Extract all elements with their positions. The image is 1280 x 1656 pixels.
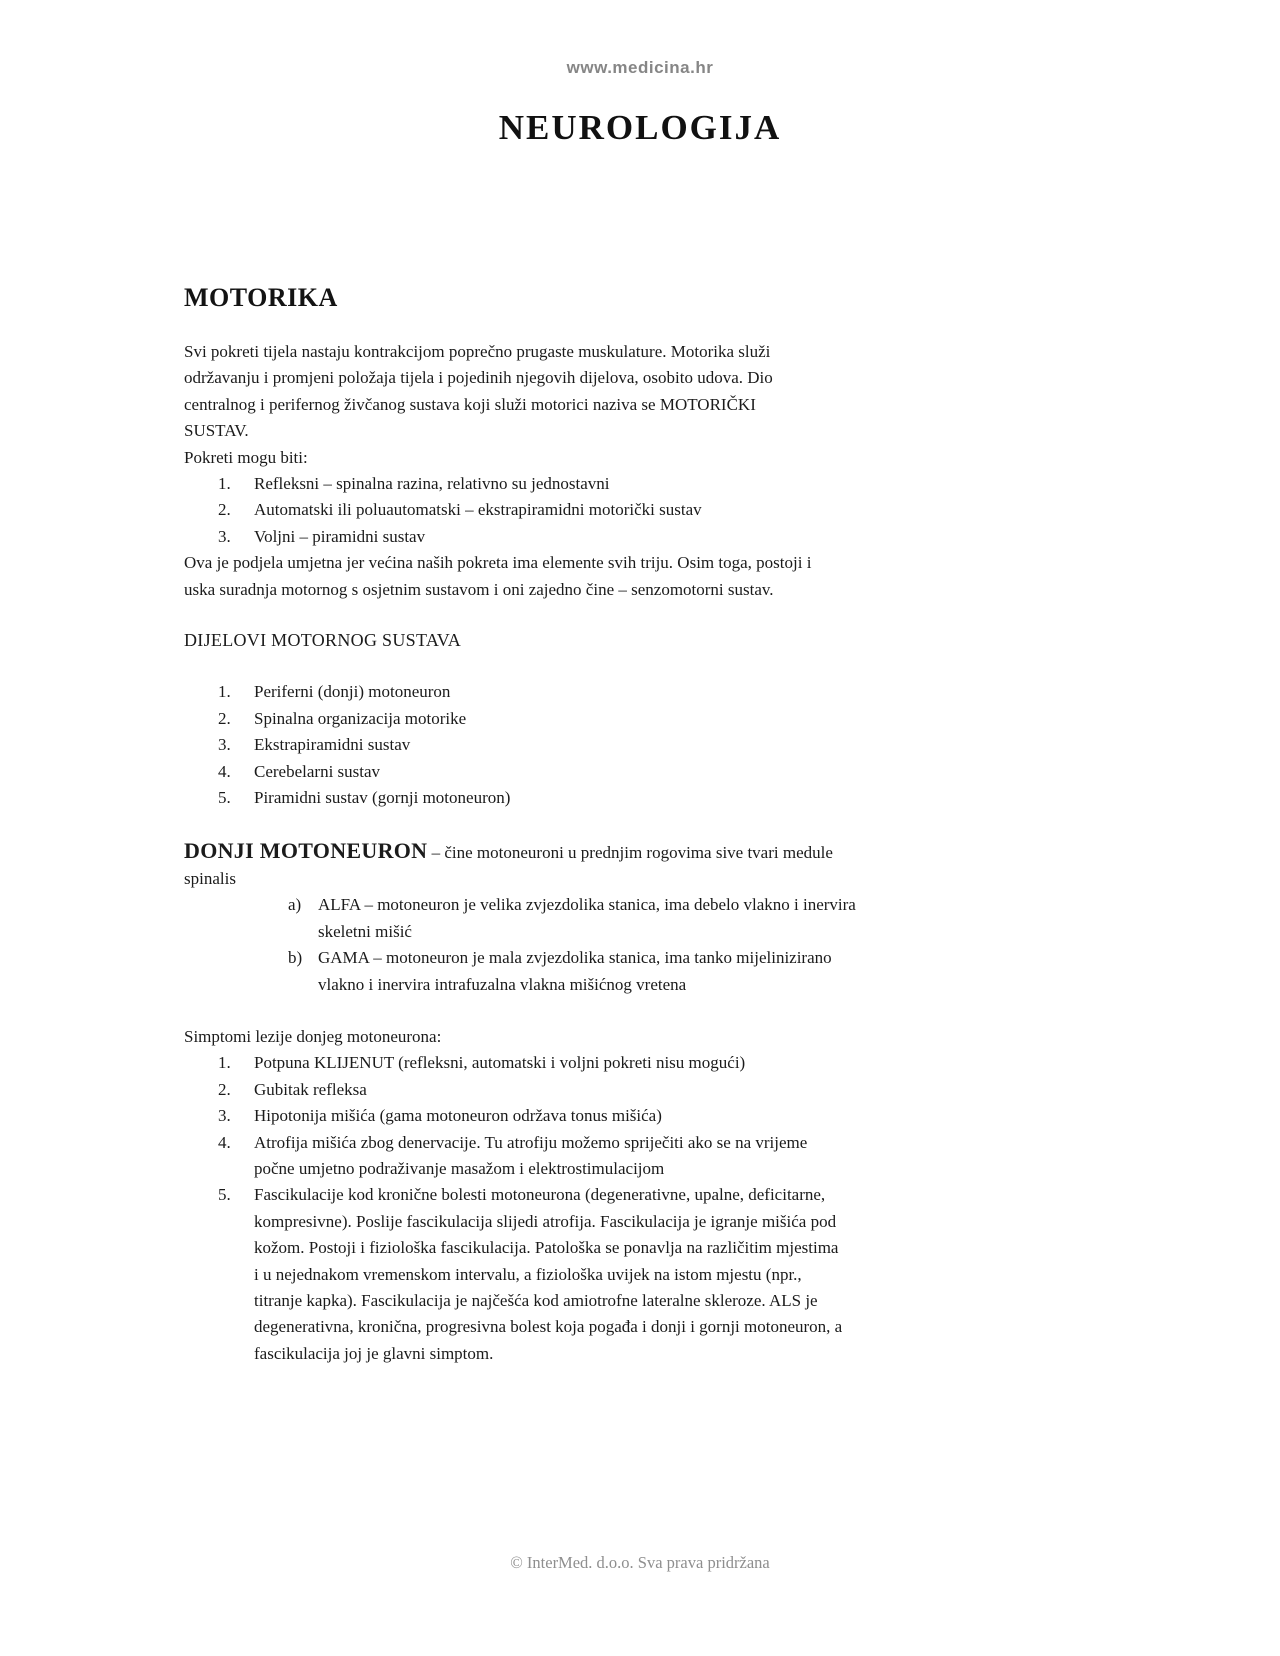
paragraph-line: Svi pokreti tijela nastaju kontrakcijom poprečno prugaste muskulature. Motorika služi — [184, 342, 771, 361]
list-item — [184, 1050, 1036, 1076]
list-item — [184, 785, 1036, 811]
list-marker: 1. — [218, 1053, 231, 1073]
list-text: GAMA – motoneuron je mala zvjezdolika stanica, ima tanko mijelinizirano vlakno i inervira intrafuzalna vlakna mišićnog vretena — [318, 948, 832, 994]
paragraph-line: održavanju i promjeni položaja tijela i pojedinih njegovih dijelova, osobito udova. Dio — [184, 368, 773, 388]
list-marker: 5. — [218, 1185, 231, 1205]
list-item — [184, 732, 1036, 758]
list-text: Potpuna KLIJENUT (refleksni, automatski i voljni pokreti nisu mogući) — [254, 1053, 746, 1073]
list-text: Ekstrapiramidni sustav — [254, 735, 411, 755]
list-item — [184, 1182, 1036, 1367]
paragraph-line: Simptomi lezije donjeg motoneurona: — [184, 1026, 442, 1046]
paragraph-motorika-closing — [184, 550, 1036, 603]
list-item — [184, 892, 1036, 945]
dijelovi-list — [184, 679, 1036, 811]
paragraph-line: SUSTAV. — [184, 421, 249, 441]
paragraph-line: Ova je podjela umjetna jer većina naših pokreta ima elemente svih triju. Osim toga, postoji i — [184, 553, 812, 573]
list-item — [184, 497, 1036, 523]
list-item — [184, 524, 1036, 550]
list-item — [184, 759, 1036, 785]
subsection-heading-bold: DONJI MOTONEURON — [184, 837, 428, 863]
list-text: Voljni – piramidni sustav — [254, 526, 426, 546]
list-marker: b) — [288, 948, 303, 968]
list-text: ALFA – motoneuron je velika zvjezdolika stanica, ima debelo vlakno i inervira skeletni mišić — [318, 895, 856, 941]
list-marker: 4. — [218, 1132, 231, 1152]
pokreti-list — [184, 471, 1036, 550]
list-text: Atrofija mišića zbog denervacije. Tu atrofiju možemo spriječiti ako se na vrijeme počne umjetno podraživanje masažom i elektrostimulacijom — [254, 1132, 808, 1178]
paragraph-motorika — [184, 339, 1036, 471]
list-item — [184, 471, 1036, 497]
document-body — [184, 283, 1036, 1367]
section-heading-motorika: MOTORIKA — [184, 283, 338, 312]
section-donji-motoneuron — [184, 838, 1036, 998]
list-marker: 1. — [218, 474, 231, 494]
list-marker: 2. — [218, 708, 231, 728]
list-marker: 4. — [218, 761, 231, 781]
list-text: Automatski ili poluautomatski – ekstrapiramidni motorički sustav — [254, 500, 702, 520]
list-item — [184, 1103, 1036, 1129]
footer-copyright: © InterMed. d.o.o. Sva prava pridržana — [510, 1553, 770, 1572]
list-item — [184, 1130, 1036, 1183]
list-marker: 2. — [218, 1079, 231, 1099]
site-url: www.medicina.hr — [566, 58, 714, 77]
list-item — [184, 706, 1036, 732]
list-item — [184, 679, 1036, 705]
list-text: Piramidni sustav (gornji motoneuron) — [254, 788, 511, 808]
list-text: Refleksni – spinalna razina, relativno su jednostavni — [254, 474, 610, 494]
list-marker: 2. — [218, 500, 231, 520]
list-text: Gubitak refleksa — [254, 1079, 367, 1099]
list-text: Spinalna organizacija motorike — [254, 708, 467, 728]
list-text: Periferni (donji) motoneuron — [254, 682, 451, 702]
document-title: NEUROLOGIJA — [498, 108, 782, 147]
list-marker: a) — [288, 895, 302, 915]
list-marker: 3. — [218, 1106, 231, 1126]
paragraph-line: Pokreti mogu biti: — [184, 447, 308, 467]
list-item — [184, 945, 1036, 998]
paragraph-line: centralnog i perifernog živčanog sustava koji služi motorici naziva se MOTORIČKI — [184, 394, 756, 414]
list-text: Hipotonija mišića (gama motoneuron održava tonus mišića) — [254, 1106, 662, 1126]
paragraph-line: spinalis — [184, 868, 236, 888]
list-marker: 3. — [218, 735, 231, 755]
list-marker: 3. — [218, 526, 231, 546]
subsection-heading — [184, 838, 1036, 866]
section-simptomi — [184, 1024, 1036, 1367]
paragraph-line: uska suradnja motornog s osjetnim sustavom i oni zajedno čine – senzomotorni sustav. — [184, 579, 774, 599]
list-text: Fascikulacije kod kronične bolesti motoneurona (degenerativne, upalne, deficitarne, kompresivne). Poslije fascikulacija slijedi atrofija. Fascikulacija je igranje mišića pod kožom. Postoji i fiziološka fascikulacija. Patološka se ponavlja na različitim mjestima i u nejednakom vremenskom intervalu, a fiziološka uvijek na istom mjestu (npr., titranje kapka). Fascikulacija je najčešća kod amiotrofne lateralne skleroze. ALS je degenerativna, kronična, progresivna bolest koja pogađa i donji i gornji motoneuron, a fascikulacija joj je glavni simptom. — [254, 1185, 843, 1363]
list-item — [184, 1077, 1036, 1103]
subsection-heading-rest: – čine motoneuroni u prednjim rogovima sive tvari medule — [427, 842, 833, 862]
list-text: Cerebelarni sustav — [254, 761, 381, 781]
list-marker: 5. — [218, 788, 231, 808]
section-heading-dijelovi: DIJELOVI MOTORNOG SUSTAVA — [184, 630, 462, 651]
list-marker: 1. — [218, 682, 231, 702]
